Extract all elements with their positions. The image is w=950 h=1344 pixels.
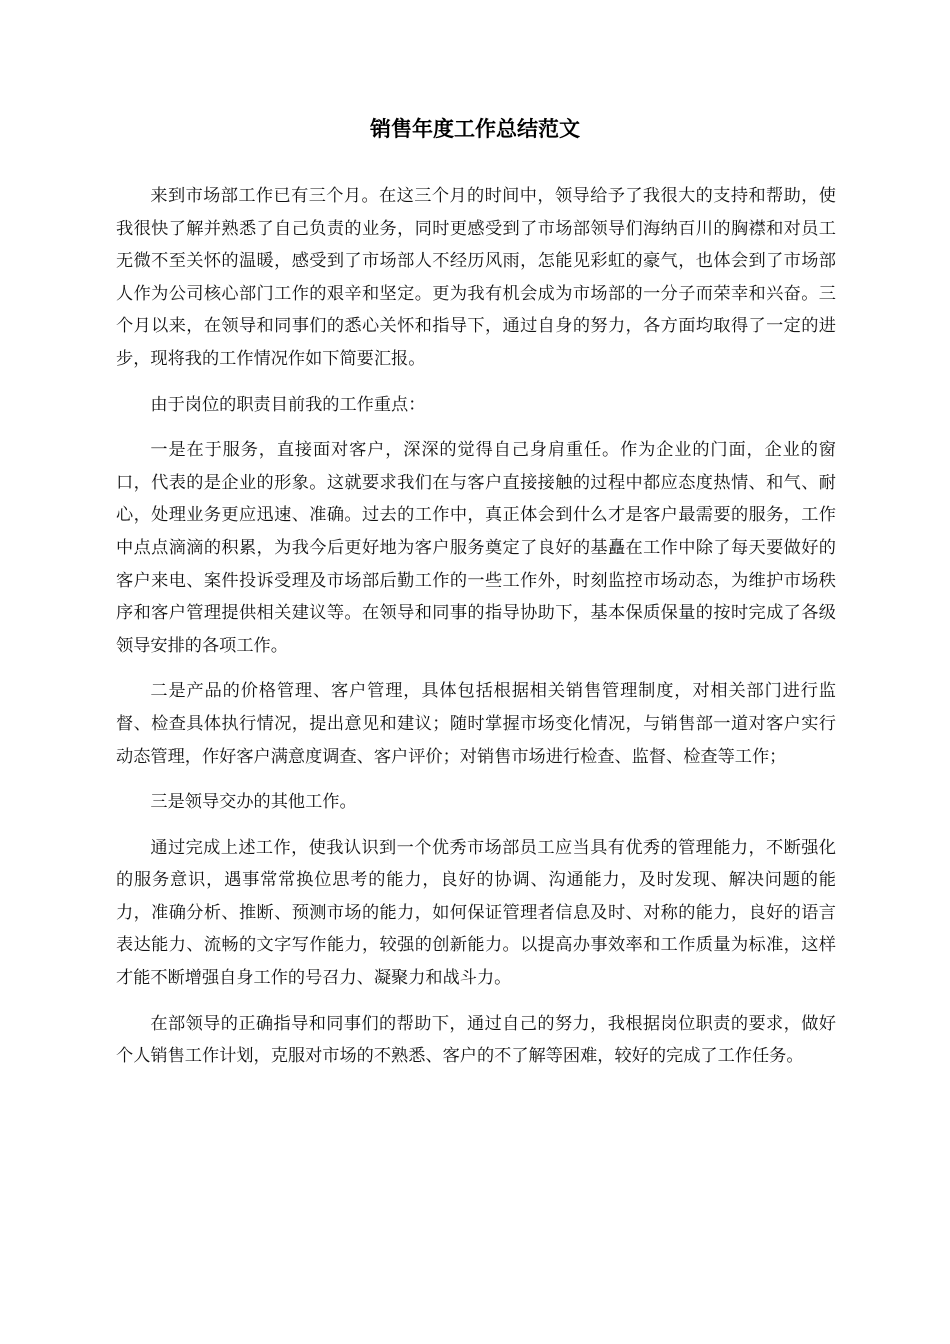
- document-body: [116, 180, 836, 1086]
- paragraph-point-one: 一是在于服务，直接面对客户，深深的觉得自己身肩重任。作为企业的门面，企业的窗口，代表的是企业的形象。这就要求我们在与客户直接接触的过程中都应态度热情、和气、耐心，处理业务更应迅速、准确。过去的工作中，真正体会到什么才是客户最需要的服务，工作中点点滴滴的积累，为我今后更好地为客户服务奠定了良好的基矗在工作中除了每天要做好的客户来电、案件投诉受理及市场部后勤工作的一些工作外，时刻监控市场动态，为维护市场秩序和客户管理提供相关建议等。在领导和同事的指导协助下，基本保质保量的按时完成了各级领导安排的各项工作。: [116, 440, 836, 656]
- paragraph-conclusion: 在部领导的正确指导和同事们的帮助下，通过自己的努力，我根据岗位职责的要求，做好个人销售工作计划，克服对市场的不熟悉、客户的不了解等困难，较好的完成了工作任务。: [116, 1013, 836, 1067]
- paragraph-intro: 来到市场部工作已有三个月。在这三个月的时间中，领导给予了我很大的支持和帮助，使我很快了解并熟悉了自己负责的业务，同时更感受到了市场部领导们海纳百川的胸襟和对员工无微不至关怀的温暖，感受到了市场部人不经历风雨，怎能见彩虹的豪气，也体会到了市场部人作为公司核心部门工作的艰辛和坚定。更为我有机会成为市场部的一分子而荣幸和兴奋。三个月以来，在领导和同事们的悉心关怀和指导下，通过自身的努力，各方面均取得了一定的进步，现将我的工作情况作如下简要汇报。: [116, 186, 836, 369]
- paragraph-point-two: 二是产品的价格管理、客户管理，具体包括根据相关销售管理制度，对相关部门进行监督、检查具体执行情况，提出意见和建议；随时掌握市场变化情况，与销售部一道对客户实行动态管理，作好客户满意度调查、客户评价；对销售市场进行检查、监督、检查等工作；: [116, 681, 836, 767]
- paragraph-reflection: 通过完成上述工作，使我认识到一个优秀市场部员工应当具有优秀的管理能力，不断强化的服务意识，遇事常常换位思考的能力，良好的协调、沟通能力，及时发现、解决问题的能力，准确分析、推断、预测市场的能力，如何保证管理者信息及时、对称的能力，良好的语言表达能力、流畅的文字写作能力，较强的创新能力。以提高办事效率和工作质量为标准，这样才能不断增强自身工作的号召力、凝聚力和战斗力。: [116, 837, 836, 989]
- paragraph-point-three: 三是领导交办的其他工作。: [150, 792, 357, 813]
- paragraph-focus-heading: 由于岗位的职责目前我的工作重点：: [150, 394, 426, 415]
- document-title: 销售年度工作总结范文: [370, 116, 580, 141]
